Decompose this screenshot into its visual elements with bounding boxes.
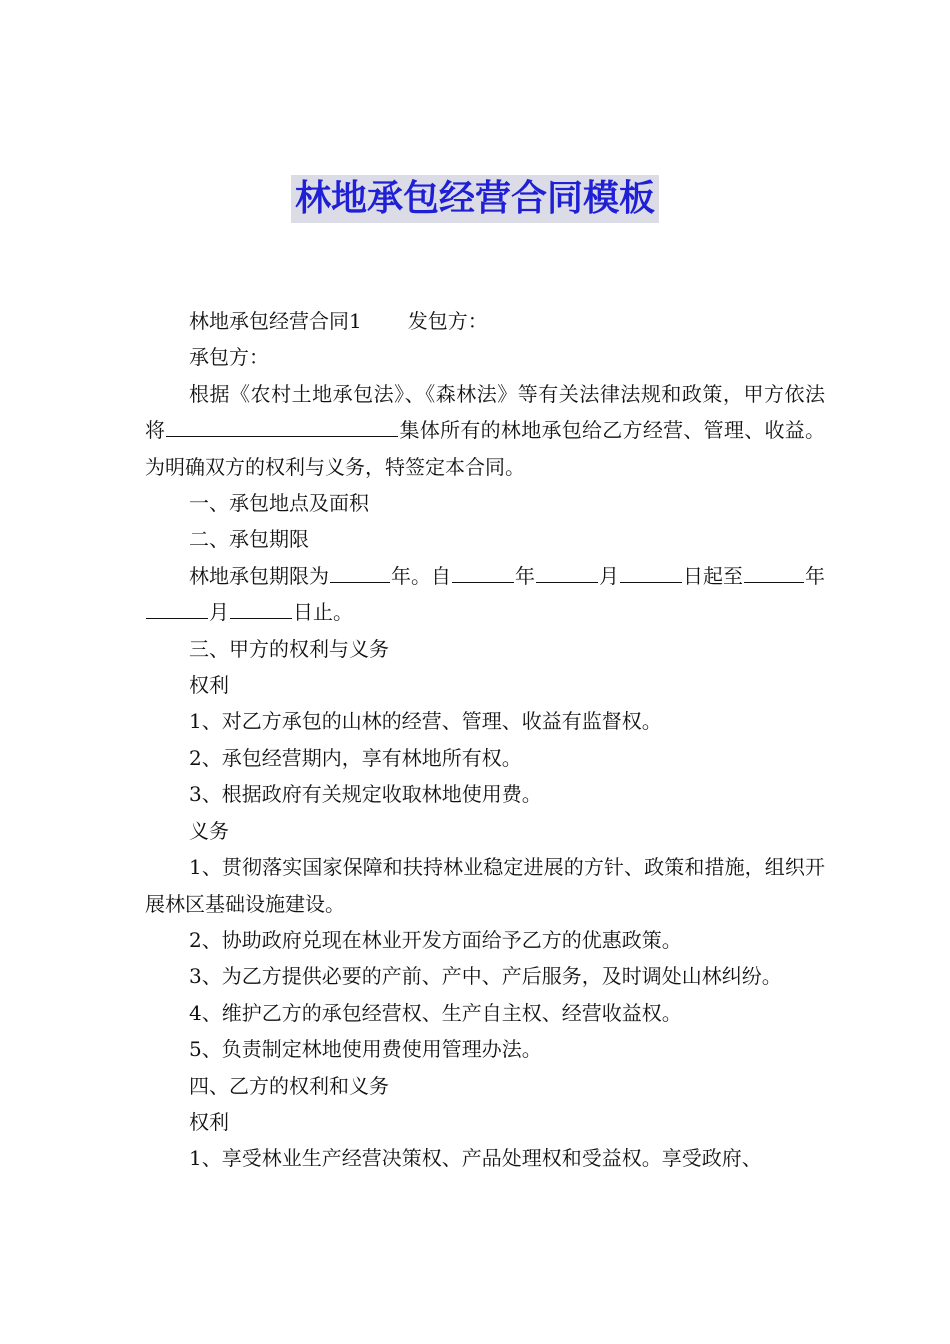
intro-text-2: 集体所有的林地承包给乙方经营、管理、收益。为明确双方的权利与义务，特签定本合同。 [145, 418, 826, 479]
intro-text-1: 根据《农村土地承包法》、《森林法》等有关法律法规和政策，甲方依法将 [145, 381, 825, 443]
party-a-duty-item: 4、维护乙方的承包经营权、生产自主权、经营收益权。 [189, 1000, 682, 1025]
term-text-3: 年 [515, 563, 535, 588]
section-heading-4: 四、乙方的权利和义务 [189, 1073, 389, 1098]
section-heading-2: 二、承包期限 [189, 527, 309, 552]
blank-years[interactable] [330, 562, 390, 583]
party-a-rights-label: 权利 [189, 673, 229, 698]
blank-start-month[interactable] [536, 562, 598, 583]
party-a-duties-label: 义务 [189, 818, 229, 843]
section-heading-3: 三、甲方的权利与义务 [189, 636, 389, 661]
document-body [145, 303, 825, 1177]
blank-end-day[interactable] [230, 598, 292, 619]
blank-collective-name[interactable] [166, 416, 398, 437]
term-text-6: 年 [805, 563, 825, 588]
term-text-1: 林地承包期限为 [189, 563, 329, 588]
contract-number-label: 林地承包经营合同1 [189, 309, 362, 333]
party-a-duty-item: 2、协助政府兑现在林业开发方面给予乙方的优惠政策。 [189, 927, 682, 952]
term-paragraph [145, 558, 825, 631]
title-container [0, 175, 950, 223]
term-text-4: 月 [599, 563, 619, 588]
term-text-7: 月 [209, 600, 229, 625]
party-b-right-item: 1、享受林业生产经营决策权、产品处理权和受益权。享受政府、 [189, 1146, 762, 1171]
document-title: 林地承包经营合同模板 [291, 175, 659, 223]
contractor-label: 承包方： [189, 345, 269, 370]
blank-start-year[interactable] [452, 562, 514, 583]
party-a-duty-item: 1、贯彻落实国家保障和扶持林业稳定进展的方针、政策和措施，组织开展林区基础设施建设。 [145, 855, 825, 916]
issuer-label: 发包方： [407, 309, 488, 333]
party-a-right-item: 3、根据政府有关规定收取林地使用费。 [189, 782, 542, 807]
blank-start-day[interactable] [620, 562, 682, 583]
party-b-rights-label: 权利 [189, 1109, 229, 1134]
blank-end-year[interactable] [744, 562, 804, 583]
term-text-2: 年。自 [391, 563, 451, 588]
term-text-5: 日起至 [683, 563, 743, 588]
intro-paragraph [145, 376, 825, 485]
party-a-right-item: 1、对乙方承包的山林的经营、管理、收益有监督权。 [189, 709, 662, 734]
header-line [145, 303, 825, 339]
party-a-duty-item: 3、为乙方提供必要的产前、产中、产后服务，及时调处山林纠纷。 [189, 964, 782, 989]
party-a-right-item: 2、承包经营期内，享有林地所有权。 [189, 745, 522, 770]
term-text-8: 日止。 [293, 600, 353, 625]
blank-end-month[interactable] [146, 598, 208, 619]
party-a-duty-item: 5、负责制定林地使用费使用管理办法。 [189, 1037, 542, 1062]
section-heading-1: 一、承包地点及面积 [189, 491, 369, 516]
